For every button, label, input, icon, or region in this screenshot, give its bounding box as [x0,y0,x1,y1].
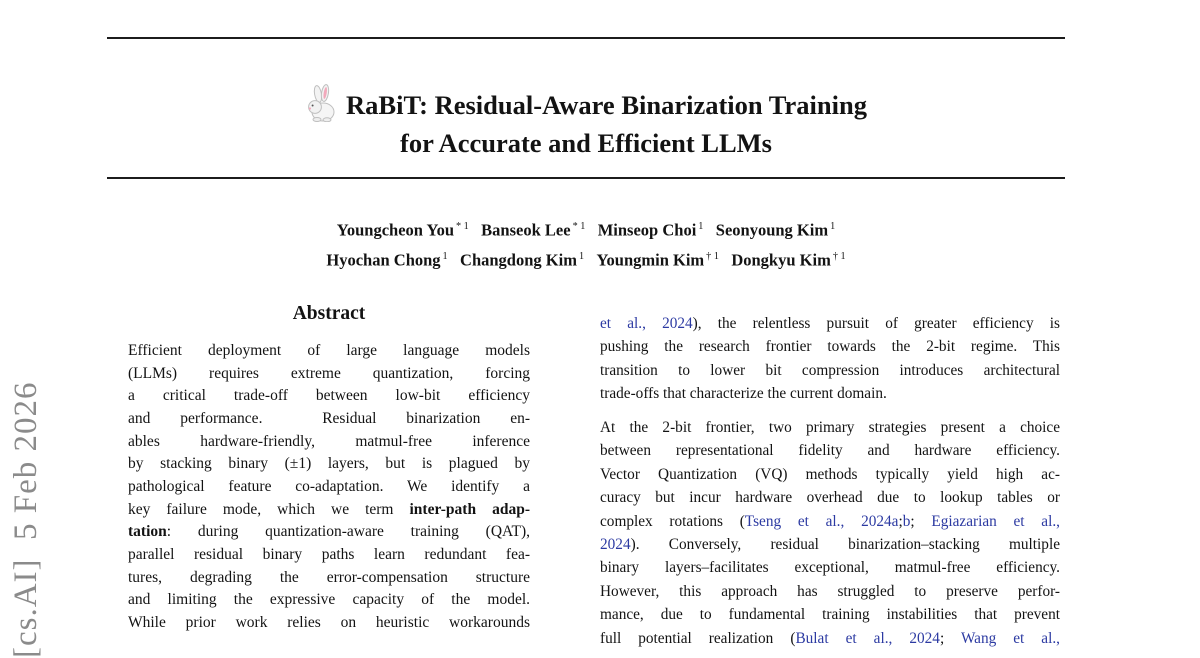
author-superscript: * 1 [572,221,586,232]
text-line: Vector Quantization (VQ) methods typically yield high ac- [600,465,1060,483]
author-superscript: 1 [442,250,448,262]
title-text-line-2: for Accurate and Efficient LLMs [400,128,772,158]
text-line: pushing the research frontier towards the 2-bit regime. This [600,338,1060,356]
citation-link[interactable]: Tseng et al., 2024a [744,512,899,530]
top-rule [107,37,1065,39]
citation-link[interactable]: Wang et al., [960,629,1060,647]
text-line: transition to lower bit compression introduces architectural [600,361,1060,379]
intro-paragraph-2 [600,416,1060,650]
author-superscript: † 1 [832,250,846,262]
abstract-body [128,340,530,635]
text-line: a critical trade-off between low-bit efficiency [128,387,530,405]
text-line: mance, due to fundamental training instabilities that prevent [600,606,1060,624]
text-line: key failure mode, which we term inter-path adap- [128,500,530,518]
text-line: and limiting the expressive capacity of the model. [128,591,530,609]
text-line: trade-offs that characterize the current domain. [600,385,887,403]
citation-link[interactable]: b [902,512,911,530]
text-line: full potential realization (Bulat et al., 2024; Wang et al., [600,629,1060,647]
text-line: (LLMs) requires extreme quantization, forcing [128,364,530,382]
authors-row-2 [107,244,1065,274]
text-line: Hyochan Chong $^1$ Changdong Kim $^1$ Youngmin Kim $^{\dagger 1}$ Dongkyu Kim $^{\dagger 1}$ [326,250,846,269]
arxiv-stamp: [cs.AI] 5 Feb 2026 [8,381,44,658]
text-line: 2024). Conversely, residual binarization–stacking multiple [600,536,1060,554]
text-line: et al., 2024), the relentless pursuit of greater efficiency is [600,315,1060,332]
title-bottom-rule [107,177,1065,179]
text-line: complex rotations (Tseng et al., 2024a;b; Egiazarian et al., [600,512,1060,530]
citation-link[interactable]: Bulat et al., 2024 [795,629,940,647]
text-line: pathological feature co-adaptation. We identify a [128,477,530,495]
bold-text: tation [128,523,167,541]
author-superscript: * 1 [456,221,469,232]
text-line: Youngcheon You $^{* 1}$ Banseok Lee $^{* 1}$ Minseop Choi $^1$ Seonyoung Kim $^1$ [336,220,836,240]
text-line: tures, degrading the error-compensation structure [128,568,530,586]
authors-row-1 [107,214,1065,244]
author-superscript: 1 [698,221,704,232]
rabbit-icon [305,84,337,122]
author-block [107,214,1065,273]
intro-paragraph-1 [600,312,1060,406]
text-line: by stacking binary (±1) layers, but is plagued by [128,455,530,473]
author-superscript: 1 [830,221,836,232]
text-line: At the 2-bit frontier, two primary strategies present a choice [600,419,1060,436]
text-line: tation: during quantization-aware training (QAT), [128,523,530,541]
text-line: curacy but incur hardware overhead due to lookup tables or [600,489,1060,507]
paper-title [107,84,1065,162]
author-superscript: † 1 [706,250,719,262]
text-line: However, this approach has struggled to preserve perfor- [600,582,1060,600]
citation-link[interactable]: Egiazarian et al., [931,512,1060,530]
text-line: and performance. Residual binarization en- [128,409,530,427]
title-text-line-1: RaBiT: Residual-Aware Binarization Training [346,90,867,120]
title-line-1 [107,84,1065,124]
citation-link[interactable]: 2024 [600,536,631,554]
text-line: between representational fidelity and hardware efficiency. [600,442,1060,460]
text-line: Efficient deployment of large language models [128,342,530,359]
text-line: ables hardware-friendly, matmul-free inference [128,432,530,450]
text-line: binary layers–facilitates exceptional, matmul-free efficiency. [600,559,1060,577]
abstract-heading: Abstract [292,303,366,324]
text-line: parallel residual binary paths learn redundant fea- [128,545,530,563]
bold-text: inter-path adap- [409,500,530,518]
citation-link[interactable]: et al., 2024 [600,315,693,332]
text-line: While prior work relies on heuristic workarounds [128,613,530,631]
author-superscript: 1 [578,250,585,262]
